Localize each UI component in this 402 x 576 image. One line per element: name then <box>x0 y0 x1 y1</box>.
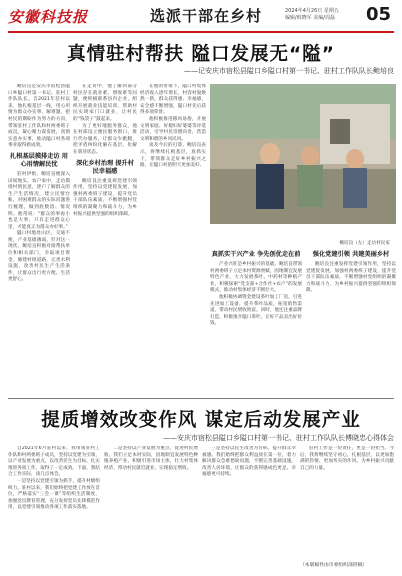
masthead: 安徽科技报 <box>8 8 89 26</box>
paragraph: 在走访中，他了解到部分村民存在就业难、增收难等问题，便积极联系县内企业，组织开展就业技能培训，帮助村民实现家门口就业，让村民的“钱袋子”鼓起来。 <box>73 84 137 122</box>
paragraph: 隘口村地处山区，交通不便，产业基础薄弱。针对这一现状，鲍培良积极对接帮扶单位和相关部门，争取项目资金，修建村组道路，完善水利设施，改善村民生产生活条件，让群众出行更方便、生活更舒心。 <box>8 231 70 283</box>
paragraph: 他积极推进移风易俗，开展文明家庭、好媳妇好婆婆等评选活动，引导村民崇德向善，营造文明和谐的乡风民风。 <box>140 116 206 142</box>
editor-line: 编辑/韩晓军 美编/周磊 <box>285 15 335 21</box>
paragraph: 三是坚持以民生改善为目标，提升群众幸福感。我们始终把群众利益放在第一位，着力解决群众急难愁盼问题，不断完善基础设施，改善人居环境，让群众的获得感成色更足、幸福感更可持续。 <box>202 446 296 478</box>
photo-caption: 鲍培良（左）走访村民家 <box>339 241 390 246</box>
article2-column-2 <box>104 446 198 572</box>
paragraph: 驻村工作是一份责任，更是一份担当。今后，我将继续坚守初心，扎根基层，以更加饱满的热情、更加务实的作风，为乡村振兴贡献自己的力量。 <box>300 446 394 471</box>
paragraph: 为了更好地服务群众，他在村部设立便民服务窗口，推行代办服务，让群众少跑腿，把矛盾纠纷化解在基层，化解在萌芽状态。 <box>73 123 137 155</box>
subhead: 真抓实干兴产业 争先创优走在前 <box>211 251 301 258</box>
article1-column-5 <box>306 248 396 392</box>
paragraph: 自2021年6月驻村以来，我带领驻村工作队和村两委班子成员，坚持以党建为引领，以产业发展为重点，以改善民生为目标，扎实推进各项工作，取得了一定成效。下面，我结合工作实际，谈几点体会。 <box>8 446 100 478</box>
subhead: 强化党建引领 共建美丽乡村 <box>312 251 390 258</box>
article1-headline: 真情驻村帮扶 隘口发展无“隘” <box>67 44 335 65</box>
article1-column-4 <box>210 248 302 392</box>
article1-photo <box>210 84 396 224</box>
paragraph: 在他的带领下，隘口村集体经济收入逐年增长，村容村貌焕然一新，群众获得感、幸福感、安全感不断增强，隘口村先后获得多项荣誉。 <box>140 84 206 116</box>
article2-column-1 <box>8 446 100 572</box>
header-meta <box>285 8 361 22</box>
article1-subheadline: ——记安庆市宿松县隘口乡隘口村第一书记、驻村工作队队长鲍培良 <box>184 67 394 75</box>
article2-column-4 <box>300 446 394 558</box>
paragraph: 驻村伊始，鲍培良便深入田间地头、农户家中，走访摸排村情民意，逐户了解群众的生产生活情况，建立民情台账，对困难群众的实际问题进行梳理，做到底数清、情况明。他常说：“群众的事再小也是大事，只有走进群众心里，才能真正为群众办好事。” <box>8 171 70 230</box>
paragraph: 产业兴旺是乡村振兴的基础。鲍培良带领村两委班子立足本村资源禀赋，因地制宜发展特色产业，大力发展茶叶、中药材等种植产业，积极探索“党支部+合作社+农户”的发展模式，推动村集体经济不断壮大。 <box>210 262 302 294</box>
photo-image <box>210 84 396 224</box>
paragraph: 二是坚持以产业发展为重点，促进村民增收。我们立足本村实际，因地制宜发展特色种植养殖产业，积极引进市场主体，壮大村集体经济，带动村民就近就业，实现稳定增收。 <box>104 446 198 471</box>
paragraph: 鲍培良是安庆市宿松县隘口乡隘口村第一书记、驻村工作队队长。自2021年驻村以来，他扎根基层一线，用心用情为群众办实事、解难题，把村民的期盼作为努力的方向，带领驻村工作队和村两委班子成员，凝心聚力谋发展，真情实意办实事，推动隘口村各项事业取得新成效。 <box>8 84 70 149</box>
section-title: 选派干部在乡村 <box>150 7 263 25</box>
bottom-note: （本版稿件由市委组织部供稿） <box>300 563 368 568</box>
article2-column-3 <box>202 446 296 572</box>
paragraph: 鲍培良注重发挥党建引领作用，坚持以党建促发展，加强村两委班子建设，提升党员干部队伍素质，不断增强村党组织的凝聚力和战斗力，为乡村振兴提供坚强的组织保障。 <box>73 178 137 217</box>
paragraph: 一是坚持以党建引领为抓手，提升村级组织力。驻村以来，我们始终把党建工作放在首位，严格落实“三会一课”等组织生活制度，加强党员教育管理，充分发挥党员先锋模范作用，以党建引领推动各项工作落实落地。 <box>8 478 100 511</box>
subhead: 扎根基层摸排走访 用心用情解民忧 <box>10 152 68 168</box>
page-number: 05 <box>366 4 392 25</box>
article1-column-3 <box>140 84 206 392</box>
header-rule <box>8 31 394 33</box>
paragraph: 鲍培良注重发挥党建引领作用，坚持以党建促发展，加强村两委班子建设，提升党员干部队伍素质，不断增强村党组织的凝聚力和战斗力，为乡村振兴提供坚强的组织保障。 <box>306 262 396 294</box>
paragraph: 谈及今后的打算，鲍培良表示，将继续扎根基层，真抓实干，带领群众走好乡村振兴之路，让隘口村的明天更加美好。 <box>140 143 206 169</box>
article2-subheadline: ——安庆市宿松县隘口乡隘口村第一书记、驻村工作队队长傅晓忠心得体会 <box>163 434 394 442</box>
paragraph: 他积极协调资金建设茶叶加工厂房，引进先进加工设备，提升茶叶品质，拓宽销售渠道，带动村民增收致富。同时，他还注重品牌打造，积极推介隘口茶叶，让好产品卖出好价钱。 <box>210 294 302 327</box>
subhead: 深化乡村治理 提升村民幸福感 <box>76 159 134 175</box>
date-line: 2024年4月26日 星期五 <box>285 8 339 14</box>
article-divider <box>8 398 394 399</box>
article1-column-1 <box>8 84 70 392</box>
page-header <box>0 0 402 34</box>
article2-headline: 提质增效改变作风 谋定后动发展产业 <box>41 410 361 431</box>
article1-column-2 <box>73 84 137 392</box>
